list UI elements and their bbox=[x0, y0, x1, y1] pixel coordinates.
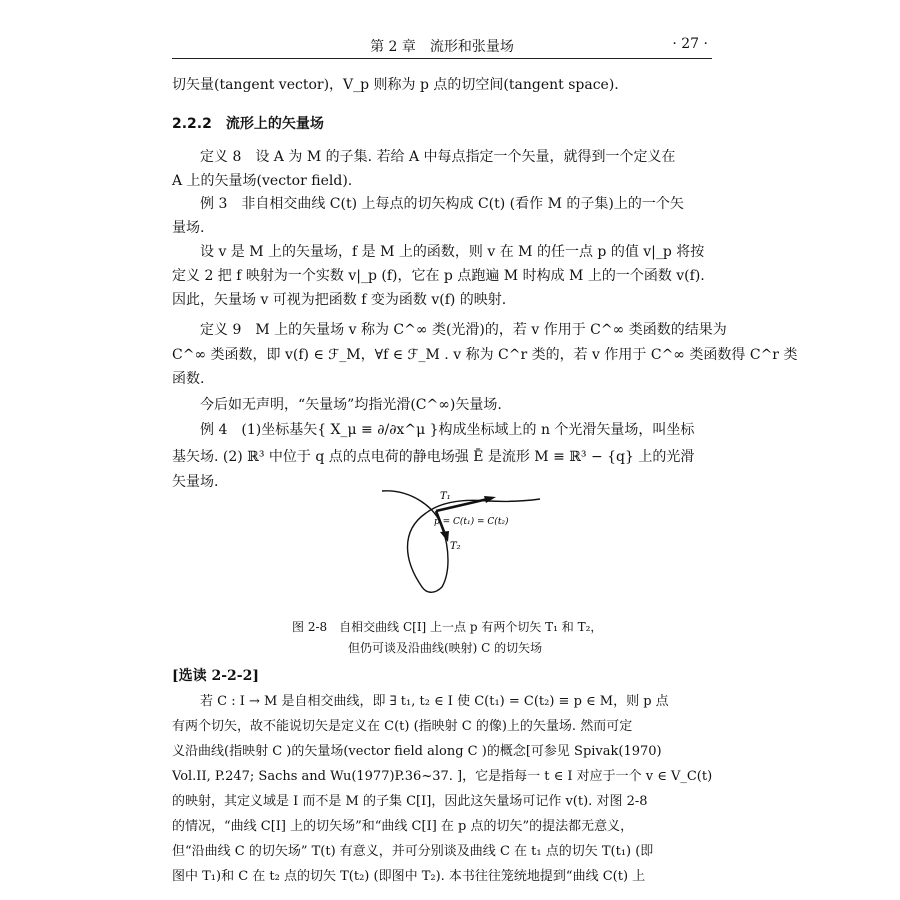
text-line: 定义 2 把 f 映射为一个实数 v|_p (f)，它在 p 点跑遍 M 时构成 M 上的一个函数 v(f). bbox=[172, 268, 705, 284]
text-line: 矢量场. bbox=[172, 474, 219, 490]
text-line: 的情况，“曲线 C[I] 上的切矢场”和“曲线 C[I] 在 p 点的切矢”的提法都无意义， bbox=[172, 819, 634, 834]
text-line: 基矢场. (2) ℝ³ 中位于 q 点的点电荷的静电场强 Ē 是流形 M ≡ ℝ³ − {q} 上的光滑 bbox=[172, 449, 695, 465]
figure-caption-line-1: 图 2-8 自相交曲线 C[I] 上一点 p 有两个切矢 T₁ 和 T₂， bbox=[292, 620, 603, 634]
running-header bbox=[172, 36, 712, 59]
text-line: 图中 T₁)和 C 在 t₂ 点的切矢 T(t₂) (即图中 T₂). 本书往往笼统地提到“曲线 C(t) 上 bbox=[172, 869, 646, 884]
chapter-title: 第 2 章 流形和张量场 bbox=[370, 39, 514, 55]
definition-9: 定义 9 M 上的矢量场 v 称为 C^∞ 类(光滑)的，若 v 作用于 C^∞ 类函数的结果为 bbox=[200, 322, 727, 338]
self-intersecting-curve-figure bbox=[380, 487, 550, 607]
text-line: 设 v 是 M 上的矢量场，f 是 M 上的函数，则 v 在 M 的任一点 p 的值 v|_p 将按 bbox=[200, 244, 705, 260]
text-line: 若 C : I → M 是自相交曲线，即 ∃ t₁, t₂ ∈ I 使 C(t₁) = C(t₂) ≡ p ∈ M，则 p 点 bbox=[200, 694, 669, 709]
text-line: 因此，矢量场 v 可视为把函数 f 变为函数 v(f) 的映射. bbox=[172, 292, 507, 308]
example-4: 例 4 (1)坐标基矢{ X_μ ≡ ∂/∂x^μ }构成坐标域上的 n 个光滑矢量场，叫坐标 bbox=[200, 422, 695, 438]
section-heading: 2.2.2 流形上的矢量场 bbox=[172, 116, 324, 132]
text-line: 切矢量(tangent vector)，V_p 则称为 p 点的切空间(tangent space). bbox=[172, 77, 619, 93]
text-line: 有两个切矢，故不能说切矢是定义在 C(t) (指映射 C 的像)上的矢量场. 然而可定 bbox=[172, 719, 633, 734]
text-line: 但“沿曲线 C 的切矢场” T(t) 有意义，并可分别谈及曲线 C 在 t₁ 点的切矢 T(t₁) (即 bbox=[172, 844, 654, 859]
text-line: A 上的矢量场(vector field). bbox=[172, 173, 353, 189]
page-number: · 27 · bbox=[672, 36, 708, 52]
example-3: 例 3 非自相交曲线 C(t) 上每点的切矢构成 C(t) (看作 M 的子集)上的一个矢 bbox=[200, 196, 684, 212]
label-p: p = C(t₁) = C(t₂) bbox=[434, 517, 509, 527]
definition-8: 定义 8 设 A 为 M 的子集. 若给 A 中每点指定一个矢量，就得到一个定义在 bbox=[200, 149, 676, 165]
text-line: 今后如无声明，“矢量场”均指光滑(C^∞)矢量场. bbox=[200, 397, 502, 413]
text-line: 的映射，其定义域是 I 而不是 M 的子集 C[I]，因此这矢量场可记作 v(t). 对图 2-8 bbox=[172, 794, 648, 809]
figure-caption-line-2: 但仍可谈及沿曲线(映射) C 的切矢场 bbox=[348, 641, 543, 655]
text-line: C^∞ 类函数，即 v(f) ∈ ℱ_M，∀f ∈ ℱ_M . v 称为 C^r 类的，若 v 作用于 C^∞ 类函数得 C^r 类 bbox=[172, 347, 798, 363]
text-line: 函数. bbox=[172, 371, 205, 387]
optional-reading-heading: [选读 2-2-2] bbox=[172, 668, 259, 684]
text-line: 量场. bbox=[172, 220, 205, 236]
text-line: Vol.II, P.247; Sachs and Wu(1977)P.36~37. ]，它是指每一 t ∈ I 对应于一个 v ∈ V_C(t) bbox=[172, 769, 713, 784]
label-t2: T₂ bbox=[450, 541, 461, 552]
text-line: 义沿曲线(指映射 C )的矢量场(vector field along C )的概念[可参见 Spivak(1970) bbox=[172, 744, 662, 759]
label-t1: T₁ bbox=[440, 491, 451, 502]
tangent-t2-arrowhead bbox=[440, 531, 449, 542]
